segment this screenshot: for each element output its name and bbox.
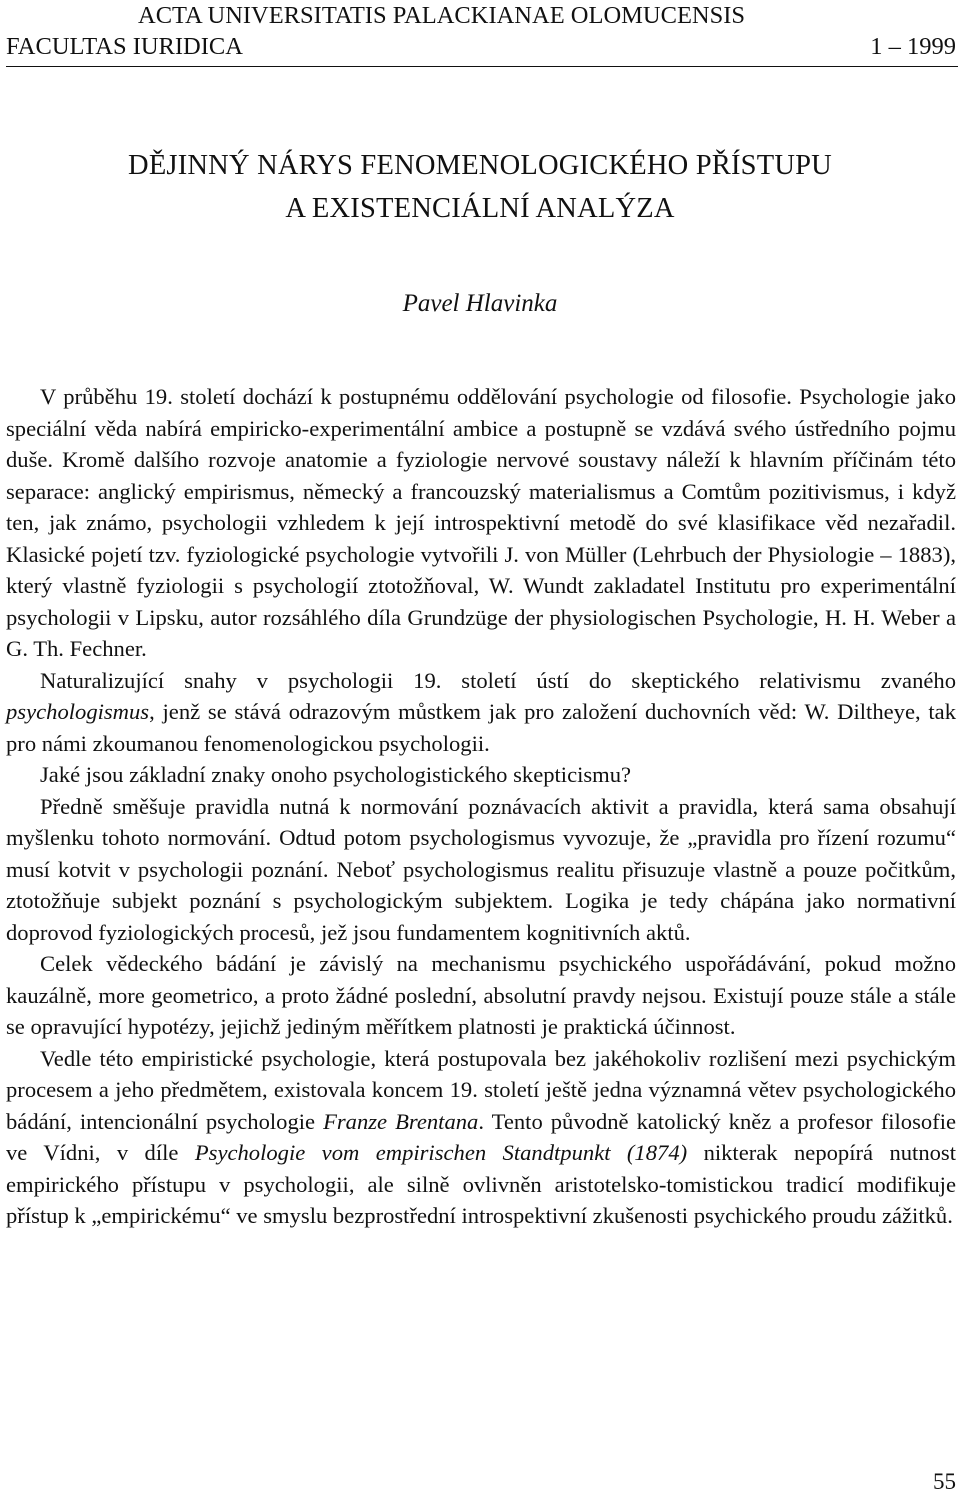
running-head [6, 0, 956, 62]
paragraph-6-text-a: Vedle této empiristické psychologie, která postupovala bez jakéhokoliv rozlišení mezi psychickým procesem a jeho předmětem, existovala koncem 19. století ještě jedna významná větev psychologického bádání, intencionální psychologie [6, 1045, 956, 1134]
title-line-2: A EXISTENCIÁLNÍ ANALÝZA [285, 193, 675, 224]
paragraph-2-text-b: , jenž se stává odrazovým můstkem jak pro založení duchovních věd: W. Diltheye, tak pro námi zkoumanou fenomenologickou psychologii. [6, 699, 956, 756]
paragraph-2 [6, 665, 956, 760]
article-author: Pavel Hlavinka [402, 290, 558, 317]
article-body [6, 381, 956, 1232]
journal-name: ACTA UNIVERSITATIS PALACKIANAE OLOMUCENSIS [138, 2, 746, 29]
term-psychologismus: psychologismus [6, 699, 150, 724]
article-title [0, 144, 960, 230]
paragraph-6-text-b: . Tento původně katolický kněz a profesor filosofie ve Vídni, v díle [6, 1108, 956, 1165]
paragraph-2-text-a: Naturalizující snahy v psychologii 19. století ústí do skeptického relativismu zvaného [40, 667, 956, 693]
paragraph-5: Celek vědeckého bádání je závislý na mechanismu psychického uspořádávání, pokud možno kauzálně, more geometrico, a proto žádné poslední, absolutní pravdy nejsou. Existují pouze stále a stále se opravující hypotézy, jejichž jediným měřítkem platnosti je praktická účinnost. [6, 951, 956, 1039]
paragraph-6 [6, 1043, 956, 1232]
paragraph-3: Jaké jsou základní znaky onoho psychologistického skepticismu? [40, 762, 632, 787]
paragraph-1: V průběhu 19. století dochází k postupnému oddělování psychologie od filosofie. Psychologie jako speciální věda nabírá empiricko-experimentální ambice a postupně se vzdává svého ústředního pojmu duše. Kromě dalšího rozvoje anatomie a fyziologie nervové soustavy náleží k hlavním příčinám této separace: anglický empirismus, německý a francouzský materialismus a Comtům pozitivismus, i když ten, jak známo, psychologii vzhledem k její introspektivní metodě do své klasifikace věd nezařadil. Klasické pojetí tzv. fyziologické psychologie vytvořili J. von Müller (Lehrbuch der Physiologie – 1883), který vlastně fyziologii s psychologií ztotožňoval, W. Wundt zakladatel Institutu pro experimentální psychologii v Lipsku, autor rozsáhlého díla Grundzüge der physiologischen Psychologie, H. H. Weber a G. Th. Fechner. [6, 384, 956, 661]
book-title: Psychologie vom empirischen Standtpunkt (1874) [194, 1140, 688, 1165]
paragraph-4: Předně směšuje pravidla nutná k normování poznávacích aktivit a pravidla, která sama obsahují myšlenku tohoto normování. Odtud potom psychologismus vyvozuje, že „pravidla pro řízení rozumu“ musí kotvit v psychologii poznání. Neboť psychologismus realitu přisuzuje vlastně a pouze počitkům, ztotožňuje subjekt poznání s psychologickým subjektem. Logika je tedy chápána jako normativní doprovod fyziologických procesů, jež jsou fundamentem kognitivních aktů. [6, 793, 956, 945]
header-rule [6, 66, 958, 67]
title-line-1: DĚJINNÝ NÁRYS FENOMENOLOGICKÉHO PŘÍSTUPU [128, 150, 832, 181]
faculty-name: FACULTAS IURIDICA [6, 33, 243, 60]
running-head-line2 [6, 31, 956, 62]
paragraph-6-text-c: nikterak nepopírá nutnost empirického přístupu v psychologii, ale silně ovlivněn aristotelsko-tomistickou tradicí modifikuje přístup k „empirickému“ ve smyslu bezprostřední introspektivní zkušenosti psychického proudu zážitků. [6, 1140, 956, 1228]
name-franze-brentana: Franze Brentana [323, 1108, 479, 1134]
issue-number: 1 – 1999 [870, 33, 956, 60]
page-number: 55 [933, 1469, 956, 1494]
